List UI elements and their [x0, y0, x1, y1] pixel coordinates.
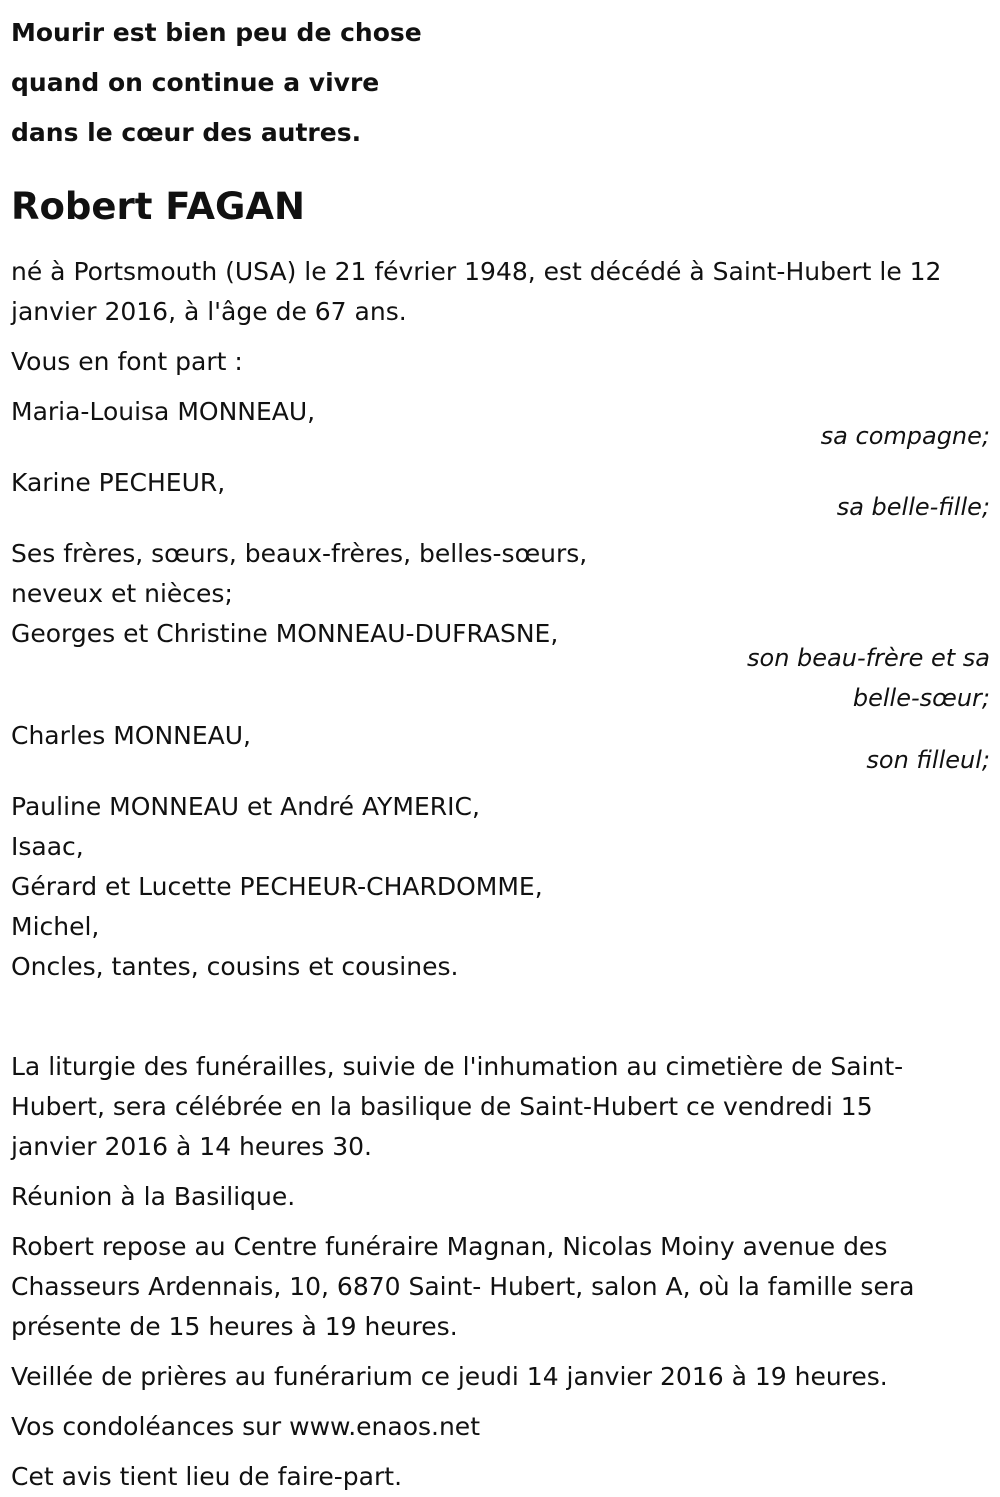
relation-text: belle-sœur; [852, 684, 990, 712]
condoleances-text: Vos condoléances sur www.enaos.net [11, 1412, 480, 1441]
family-member-name: Charles MONNEAU, [11, 721, 251, 750]
family-member-name: Karine PECHEUR, [11, 468, 226, 497]
avis-text: Cet avis tient lieu de faire-part. [11, 1462, 403, 1491]
intro-line: janvier 2016, à l'âge de 67 ans. [11, 297, 407, 326]
epigraph [11, 0, 990, 158]
obituary-notice [11, 0, 990, 1497]
liturgy-line: La liturgie des funérailles, suivie de l'inhumation au cimetière de Saint- [11, 1052, 904, 1081]
family-line: neveux et nièces; [11, 579, 233, 608]
intro-paragraph [11, 252, 990, 332]
liturgy-line: janvier 2016 à 14 heures 30. [11, 1132, 372, 1161]
family-line: Pauline MONNEAU et André AYMERIC, [11, 792, 480, 821]
liturgy-line: Hubert, sera célébrée en la basilique de Saint-Hubert ce vendredi 15 [11, 1092, 873, 1121]
repose-line: Robert repose au Centre funéraire Magnan, Nicolas Moiny avenue des [11, 1232, 888, 1261]
deceased-name: Robert FAGAN [11, 185, 305, 228]
relation-text: sa belle-fille; [836, 493, 990, 521]
relation-text: son filleul; [866, 746, 990, 774]
epigraph-line: quand on continue a vivre [11, 68, 380, 97]
family-line: Gérard et Lucette PECHEUR-CHARDOMME, [11, 872, 543, 901]
liturgy-paragraph [11, 1047, 990, 1167]
family-line: Oncles, tantes, cousins et cousines. [11, 952, 459, 981]
family-line: Ses frères, sœurs, beaux-frères, belles-sœurs, [11, 539, 588, 568]
family-member-name: Maria-Louisa MONNEAU, [11, 397, 316, 426]
intro-line: né à Portsmouth (USA) le 21 février 1948, est décédé à Saint-Hubert le 12 [11, 257, 942, 286]
relation-text: sa compagne; [820, 422, 990, 450]
family-group [11, 534, 990, 654]
family-member-name: Georges et Christine MONNEAU-DUFRASNE, [11, 619, 559, 648]
veillee-text: Veillée de prières au funérarium ce jeudi 14 janvier 2016 à 19 heures. [11, 1362, 888, 1391]
family-line: Isaac, [11, 832, 84, 861]
family-line: Michel, [11, 912, 100, 941]
relation-text: son beau-frère et sa [747, 644, 990, 672]
repose-line: Chasseurs Ardennais, 10, 6870 Saint- Hubert, salon A, où la famille sera [11, 1272, 915, 1301]
family-others [11, 787, 990, 987]
reunion-text: Réunion à la Basilique. [11, 1182, 296, 1211]
repose-line: présente de 15 heures à 19 heures. [11, 1312, 458, 1341]
announce-text: Vous en font part : [11, 347, 243, 376]
epigraph-line: Mourir est bien peu de chose [11, 18, 422, 47]
repose-paragraph [11, 1227, 990, 1347]
epigraph-line: dans le cœur des autres. [11, 118, 362, 147]
